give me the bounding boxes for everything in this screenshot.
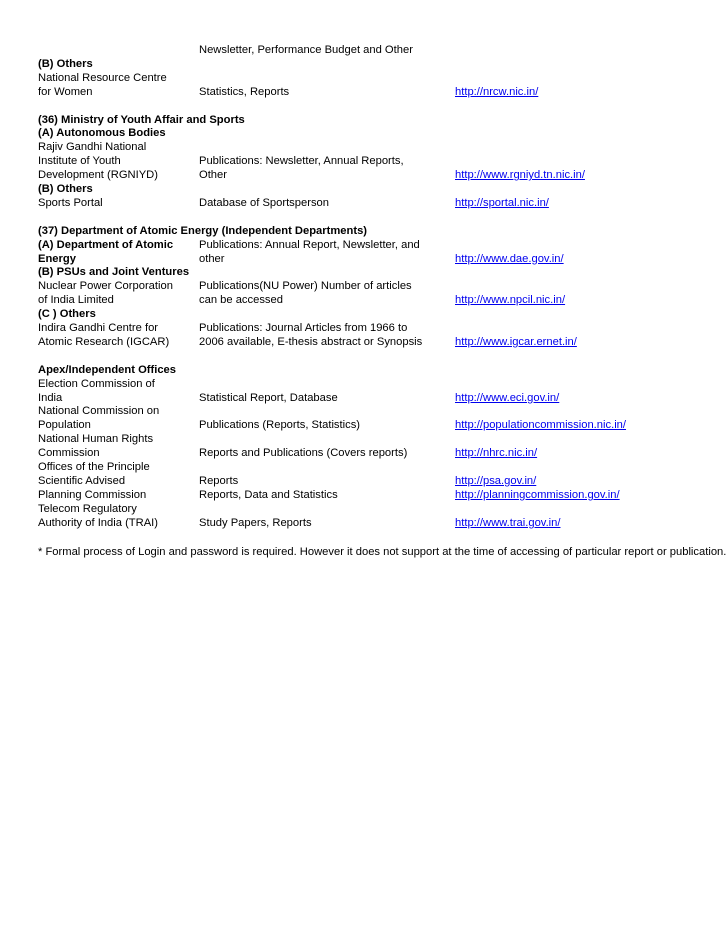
website-link[interactable]: http://www.eci.gov.in/ bbox=[455, 391, 560, 404]
section-heading bbox=[38, 308, 728, 322]
website-link[interactable]: http://www.rgniyd.tn.nic.in/ bbox=[455, 169, 585, 182]
organization-name: India bbox=[38, 391, 63, 404]
section-spacer bbox=[38, 100, 728, 114]
section-heading bbox=[38, 127, 728, 141]
resource-description: other bbox=[199, 252, 225, 265]
section-heading bbox=[38, 114, 728, 128]
organization-name: Indira Gandhi Centre for bbox=[38, 322, 159, 335]
resource-description: Reports and Publications (Covers reports) bbox=[199, 447, 408, 460]
resource-description: Statistical Report, Database bbox=[199, 391, 338, 404]
resource-description: Statistics, Reports bbox=[199, 85, 290, 98]
table-row bbox=[38, 336, 728, 350]
website-link[interactable]: http://www.trai.gov.in/ bbox=[455, 516, 561, 529]
heading-text: (36) Ministry of Youth Affair and Sports bbox=[38, 113, 245, 126]
table-row bbox=[38, 197, 728, 211]
website-link[interactable]: http://nhrc.nic.in/ bbox=[455, 447, 538, 460]
organization-name: Rajiv Gandhi National bbox=[38, 141, 147, 154]
table-row bbox=[38, 378, 728, 392]
organization-name: Nuclear Power Corporation bbox=[38, 280, 173, 293]
resource-description: 2006 available, E-thesis abstract or Synopsis bbox=[199, 335, 423, 348]
table-row bbox=[38, 294, 728, 308]
section-heading bbox=[38, 266, 728, 280]
organization-name: National Commission on bbox=[38, 405, 160, 418]
table-row bbox=[38, 280, 728, 294]
resource-description: Publications(NU Power) Number of articles bbox=[199, 280, 412, 293]
website-link[interactable]: http://planningcommission.gov.in/ bbox=[455, 488, 620, 501]
table-row bbox=[38, 155, 728, 169]
resource-description: Publications: Annual Report, Newsletter, and bbox=[199, 238, 420, 251]
table-row bbox=[38, 239, 728, 253]
resource-description: can be accessed bbox=[199, 294, 283, 307]
resource-description: Publications: Newsletter, Annual Reports, bbox=[199, 155, 404, 168]
website-link[interactable]: http://psa.gov.in/ bbox=[455, 474, 537, 487]
table-row bbox=[38, 169, 728, 183]
website-link[interactable]: http://nrcw.nic.in/ bbox=[455, 85, 539, 98]
table-row bbox=[38, 322, 728, 336]
heading-text: (B) Others bbox=[38, 57, 93, 70]
section-heading bbox=[38, 225, 728, 239]
organization-name: Planning Commission bbox=[38, 488, 147, 501]
section-heading bbox=[38, 183, 728, 197]
heading-text: Apex/Independent Offices bbox=[38, 363, 177, 376]
organization-name: Telecom Regulatory bbox=[38, 502, 137, 515]
organization-name: Development (RGNIYD) bbox=[38, 169, 158, 182]
resource-description: Database of Sportsperson bbox=[199, 196, 329, 209]
website-link[interactable]: http://www.dae.gov.in/ bbox=[455, 252, 564, 265]
website-link[interactable]: http://www.npcil.nic.in/ bbox=[455, 294, 566, 307]
section-heading bbox=[38, 364, 728, 378]
section-spacer bbox=[38, 531, 728, 545]
table-row bbox=[38, 86, 728, 100]
section-spacer bbox=[38, 350, 728, 364]
heading-text: (B) Others bbox=[38, 183, 93, 196]
table-row bbox=[38, 141, 728, 155]
resource-description: Reports bbox=[199, 474, 239, 487]
organization-name: Election Commission of bbox=[38, 377, 155, 390]
table-row bbox=[38, 517, 728, 531]
table-row bbox=[38, 392, 728, 406]
section-spacer bbox=[38, 211, 728, 225]
table-row bbox=[38, 433, 728, 447]
footnote: * Formal process of Login and password is required. However it does not support at the time of accessing of particular report or publication. bbox=[38, 545, 727, 558]
resource-description: Publications: Journal Articles from 1966 to bbox=[199, 322, 408, 335]
table-row bbox=[38, 475, 728, 489]
organization-name: (A) Department of Atomic bbox=[38, 238, 174, 251]
organization-name: Population bbox=[38, 419, 91, 432]
website-link[interactable]: http://www.igcar.ernet.in/ bbox=[455, 335, 577, 348]
heading-text: (C ) Others bbox=[38, 308, 96, 321]
section-heading bbox=[38, 58, 728, 72]
website-link[interactable]: http://sportal.nic.in/ bbox=[455, 196, 549, 209]
resource-description: Reports, Data and Statistics bbox=[199, 488, 338, 501]
table-row bbox=[38, 461, 728, 475]
resource-description: Publications (Reports, Statistics) bbox=[199, 419, 361, 432]
table-row bbox=[38, 72, 728, 86]
organization-name: National Human Rights bbox=[38, 433, 154, 446]
organization-name: Scientific Advised bbox=[38, 474, 126, 487]
organization-name: of India Limited bbox=[38, 294, 114, 307]
organization-name: Sports Portal bbox=[38, 196, 103, 209]
table-row bbox=[38, 405, 728, 419]
table-row bbox=[38, 419, 728, 433]
document-body bbox=[38, 44, 728, 559]
table-row bbox=[38, 503, 728, 517]
heading-text: (A) Autonomous Bodies bbox=[38, 127, 166, 140]
organization-name: Offices of the Principle bbox=[38, 461, 150, 474]
table-row bbox=[38, 44, 728, 58]
table-row bbox=[38, 447, 728, 461]
resource-description: Study Papers, Reports bbox=[199, 516, 312, 529]
resource-description: Other bbox=[199, 169, 227, 182]
organization-name: for Women bbox=[38, 85, 93, 98]
organization-name: Authority of India (TRAI) bbox=[38, 516, 158, 529]
website-link[interactable]: http://populationcommission.nic.in/ bbox=[455, 419, 627, 432]
organization-name: Energy bbox=[38, 252, 76, 265]
organization-name: Atomic Research (IGCAR) bbox=[38, 335, 170, 348]
table-row bbox=[38, 489, 728, 503]
organization-name: National Resource Centre bbox=[38, 71, 167, 84]
resource-description: Newsletter, Performance Budget and Other bbox=[199, 44, 413, 56]
organization-name: Commission bbox=[38, 447, 100, 460]
table-row bbox=[38, 253, 728, 267]
heading-text: (37) Department of Atomic Energy (Independent Departments) bbox=[38, 224, 368, 237]
heading-text: (B) PSUs and Joint Ventures bbox=[38, 266, 190, 279]
organization-name: Institute of Youth bbox=[38, 155, 121, 168]
